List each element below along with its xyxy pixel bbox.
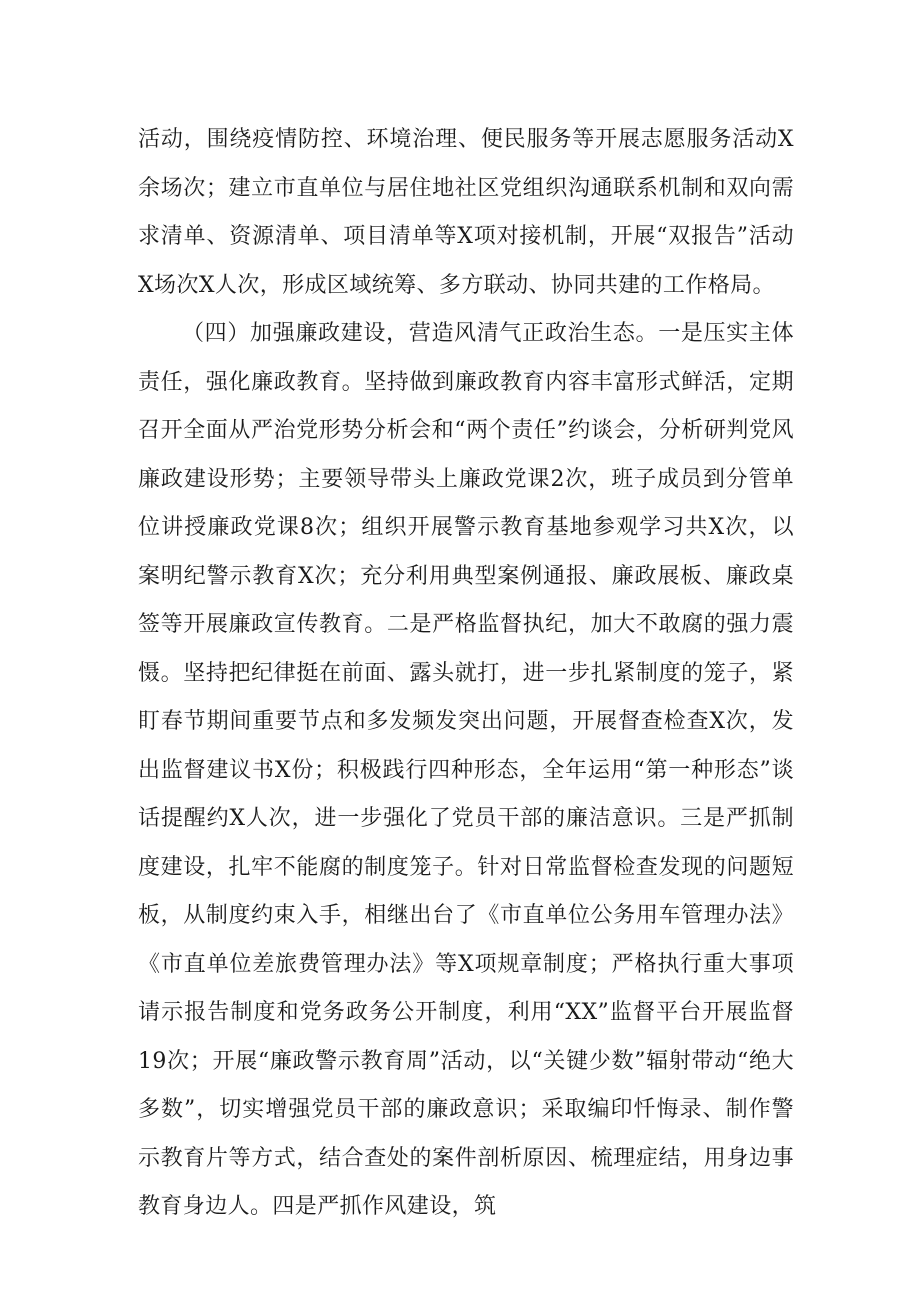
paragraph-continuation: 活动，围绕疫情防控、环境治理、便民服务等开展志愿服务活动X余场次；建立市直单位与居住地社区党组织沟通联系机制和双向需求清单、资源清单、项目清单等X项对接机制，开展“双报告”活动X场次X人次，形成区域统筹、多方联动、协同共建的工作格局。 — [138, 127, 794, 298]
document-body — [138, 116, 794, 1232]
paragraph-section-four: （四）加强廉政建设，营造风清气正政治生态。一是压实主体责任，强化廉政教育。坚持做到廉政教育内容丰富形式鲜活，定期召开全面从严治党形势分析会和“两个责任”约谈会，分析研判党风廉政建设形势；主要领导带头上廉政党课2次，班子成员到分管单位讲授廉政党课8次；组织开展警示教育基地参观学习共X次，以案明纪警示教育X次；充分利用典型案例通报、廉政展板、廉政桌签等开展廉政宣传教育。二是严格监督执纪，加大不敢腐的强力震慑。坚持把纪律挺在前面、露头就打，进一步扎紧制度的笼子，紧盯春节期间重要节点和多发频发突出问题，开展督查检查X次，发出监督建议书X份；积极践行四种形态，全年运用“第一种形态”谈话提醒约X人次，进一步强化了党员干部的廉洁意识。三是严抓制度建设，扎牢不能腐的制度笼子。针对日常监督检查发现的问题短板，从制度约束入手，相继出台了《市直单位公务用车管理办法》《市直单位差旅费管理办法》等X项规章制度；严格执行重大事项请示报告制度和党务政务公开制度，利用“XX”监督平台开展监督19次；开展“廉政警示教育周”活动，以“关键少数”辐射带动“绝大多数”，切实增强党员干部的廉政意识；采取编印忏悔录、制作警示教育片等方式，结合查处的案件剖析原因、梳理症结，用身边事教育身边人。四是严抓作风建设，筑 — [138, 321, 794, 1219]
